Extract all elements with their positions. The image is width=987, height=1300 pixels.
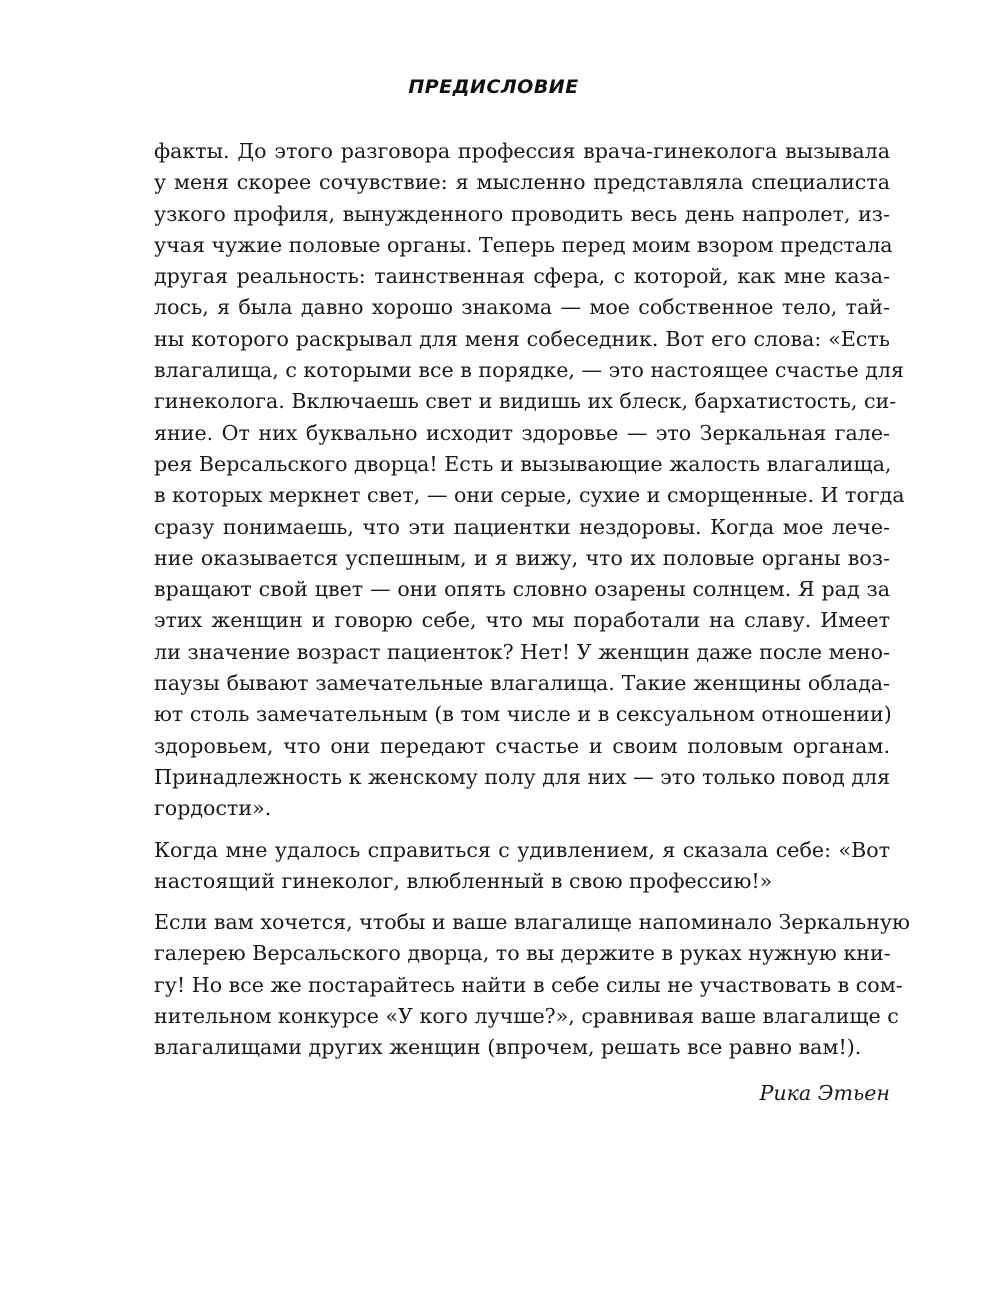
text-line: гордости». — [154, 796, 272, 821]
running-title: ПРЕДИСЛОВИЕ — [408, 76, 579, 98]
body-text — [154, 136, 910, 1064]
paragraph-gap — [154, 825, 890, 835]
text-line: этих женщин и говорю себе, что мы поработали на славу. Имеет — [154, 608, 890, 633]
paragraph-gap — [154, 897, 890, 907]
text-line: узкого профиля, вынужденного проводить весь день напролет, из- — [154, 201, 890, 226]
text-line: галерею Версальского дворца, то вы держите в руках нужную кни- — [154, 941, 891, 966]
text-line: сразу понимаешь, что эти пациентки нездоровы. Когда мое лече- — [154, 514, 890, 539]
text-line: ны которого раскрывал для меня собеседник. Вот его слова: «Есть — [154, 326, 890, 351]
text-line: учая чужие половые органы. Теперь перед моим взором предстала — [154, 232, 893, 257]
text-line: паузы бывают замечательные влагалища. Такие женщины облада- — [154, 671, 890, 696]
text-line: влагалищами других женщин (впрочем, решать все равно вам!). — [154, 1035, 862, 1060]
paragraph — [154, 835, 890, 898]
text-line: факты. До этого разговора профессия врача-гинеколога вызывала — [154, 139, 890, 163]
text-line: в которых меркнет свет, — они серые, сухие и сморщенные. И тогда — [154, 483, 905, 508]
text-line: Принадлежность к женскому полу для них — это только повод для — [154, 764, 891, 789]
text-line: нительном конкурсе «У кого лучше?», сравнивая ваше влагалище с — [154, 1004, 899, 1029]
text-line: ют столь замечательным (в том числе и в сексуальном отношении) — [154, 702, 892, 727]
text-line: яние. От них буквально исходит здоровье — это Зеркальная гале- — [154, 420, 890, 445]
paragraph — [154, 136, 905, 825]
text-line: здоровьем, что они передают счастье и своим половым органам. — [154, 733, 890, 758]
text-line: рея Версальского дворца! Есть и вызывающие жалость влагалища, — [154, 451, 892, 476]
text-line: Когда мне удалось справиться с удивлением, я сказала себе: «Вот — [154, 837, 890, 862]
text-line: ли значение возраст пациенток? Нет! У женщин даже после мено- — [154, 639, 890, 664]
text-line: настоящий гинеколог, влюбленный в свою профессию!» — [154, 868, 773, 893]
text-line: у меня скорее сочувствие: я мысленно представляла специалиста — [154, 170, 890, 195]
author-signature: Рика Этьен — [759, 1081, 890, 1105]
text-line: Если вам хочется, чтобы и ваше влагалище напоминало Зеркальную — [154, 910, 910, 935]
text-line: ние оказывается успешным, и я вижу, что их половые органы воз- — [154, 545, 890, 570]
text-line: лось, я была давно хорошо знакома — мое собственное тело, тай- — [154, 295, 890, 320]
text-line: другая реальность: таинственная сфера, с которой, как мне каза- — [154, 264, 890, 289]
paragraph — [154, 907, 910, 1063]
text-line: влагалища, с которыми все в порядке, — это настоящее счастье для — [154, 358, 904, 383]
text-line: гу! Но все же постарайтесь найти в себе силы не участвовать в сом- — [154, 972, 903, 997]
text-line: вращают свой цвет — они опять словно озарены солнцем. Я рад за — [154, 577, 890, 602]
text-line: гинеколога. Включаешь свет и видишь их блеск, бархатистость, си- — [154, 389, 897, 414]
